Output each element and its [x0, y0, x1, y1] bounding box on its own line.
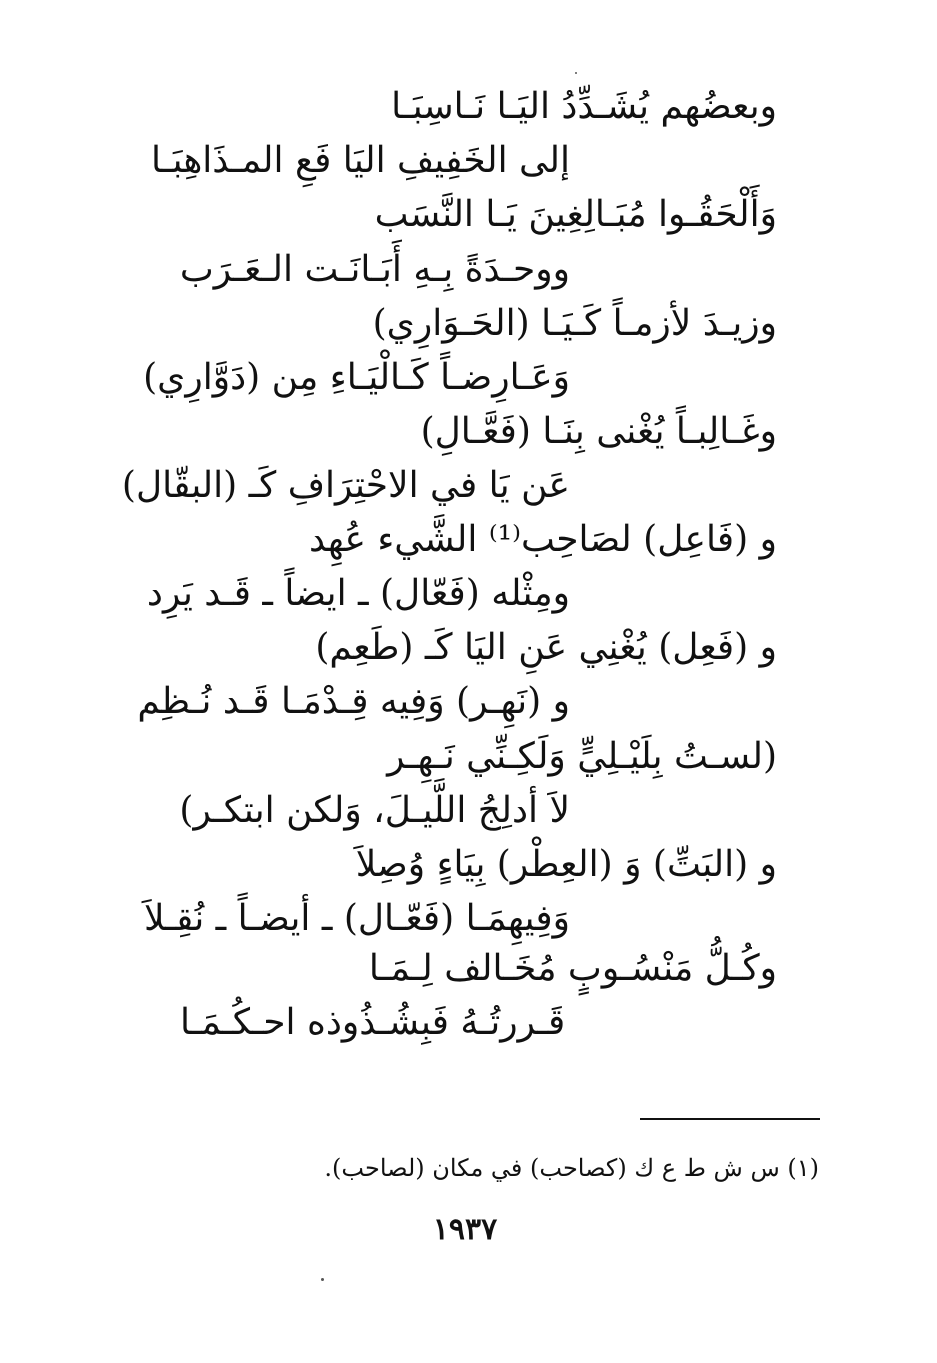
verse-line-8: عَن يَا في الاحْتِرَافِ كَـ (البقّال): [121, 465, 570, 506]
verse-line-16: وَفِيهِمَـا (فَعّـال) ـ أيضـاً ـ نُقِـلاَ: [143, 898, 570, 939]
verse-line-12: و (نَهِـر) وَفِيه قِـدْمَـا قَـد نُـظِم: [137, 681, 570, 722]
verse-line-7: وغَـالِبـاً يُغْنى بِنَـا (فَعَّـالِ): [420, 411, 777, 452]
verse-line-9: و (فَاعِل) لصَاحِب⁽¹⁾ الشَّيء عُهِد: [308, 519, 777, 560]
footnote: (١) س ش ط ع ك (كصاحب) في مكان (لصاحب).: [324, 1154, 819, 1182]
verse-line-5: وزيـدَ لأزمـاً كَـيَـا (الحَـوَارِي): [372, 303, 777, 344]
verse-line-11: و (فَعِل) يُغْنِي عَنِ اليَا كَـ (طَعِم): [315, 627, 777, 668]
verse-line-6: وَعَـارِضـاً كَـالْيَـاءِ مِن (دَوَّارِي): [143, 357, 570, 398]
print-speck: [575, 72, 577, 74]
print-speck: [321, 1278, 324, 1281]
verse-line-3: وَأَلْحَقُـوا مُبَـالِغِينَ يَـا النَّسَب: [374, 194, 777, 235]
footnote-separator: [640, 1118, 820, 1120]
verse-line-2: إلى الخَفِيفِ اليَا فَعِ المـذَاهِبَـا: [150, 140, 570, 181]
verse-line-13: (لسـتُ بِلَيْـلِيٍّ وَلَكِـنِّي نَـهِـر: [387, 736, 777, 777]
verse-line-10: ومِثْله (فَعّال) ـ ايضاً ـ قَـد يَرِد: [146, 573, 570, 614]
verse-line-4: ووحـدَةً بِـهِ أَبَـانَـت الـعَـرَب: [179, 249, 570, 290]
verse-line-15: و (البَتِّ) وَ (العِطْر) بِيَاءٍ وُصِلاَ: [355, 844, 777, 885]
verse-line-1: وبعضُهم يُشَـدِّدُ اليَـا نَـاسِبَـا: [391, 86, 777, 127]
verse-line-17: وكُـلُّ مَنْسُـوبٍ مُخَـالف لِـمَـا: [368, 948, 777, 989]
page-number: ١٩٣٧: [432, 1212, 498, 1247]
verse-line-18: قَـررتُـهُ فَبِشُـذُوذه احـكُـمَـا: [180, 1002, 566, 1043]
verse-line-14: لاَ أدلِجُ اللَّيـلَ، وَلكن ابتكـر): [179, 790, 570, 831]
